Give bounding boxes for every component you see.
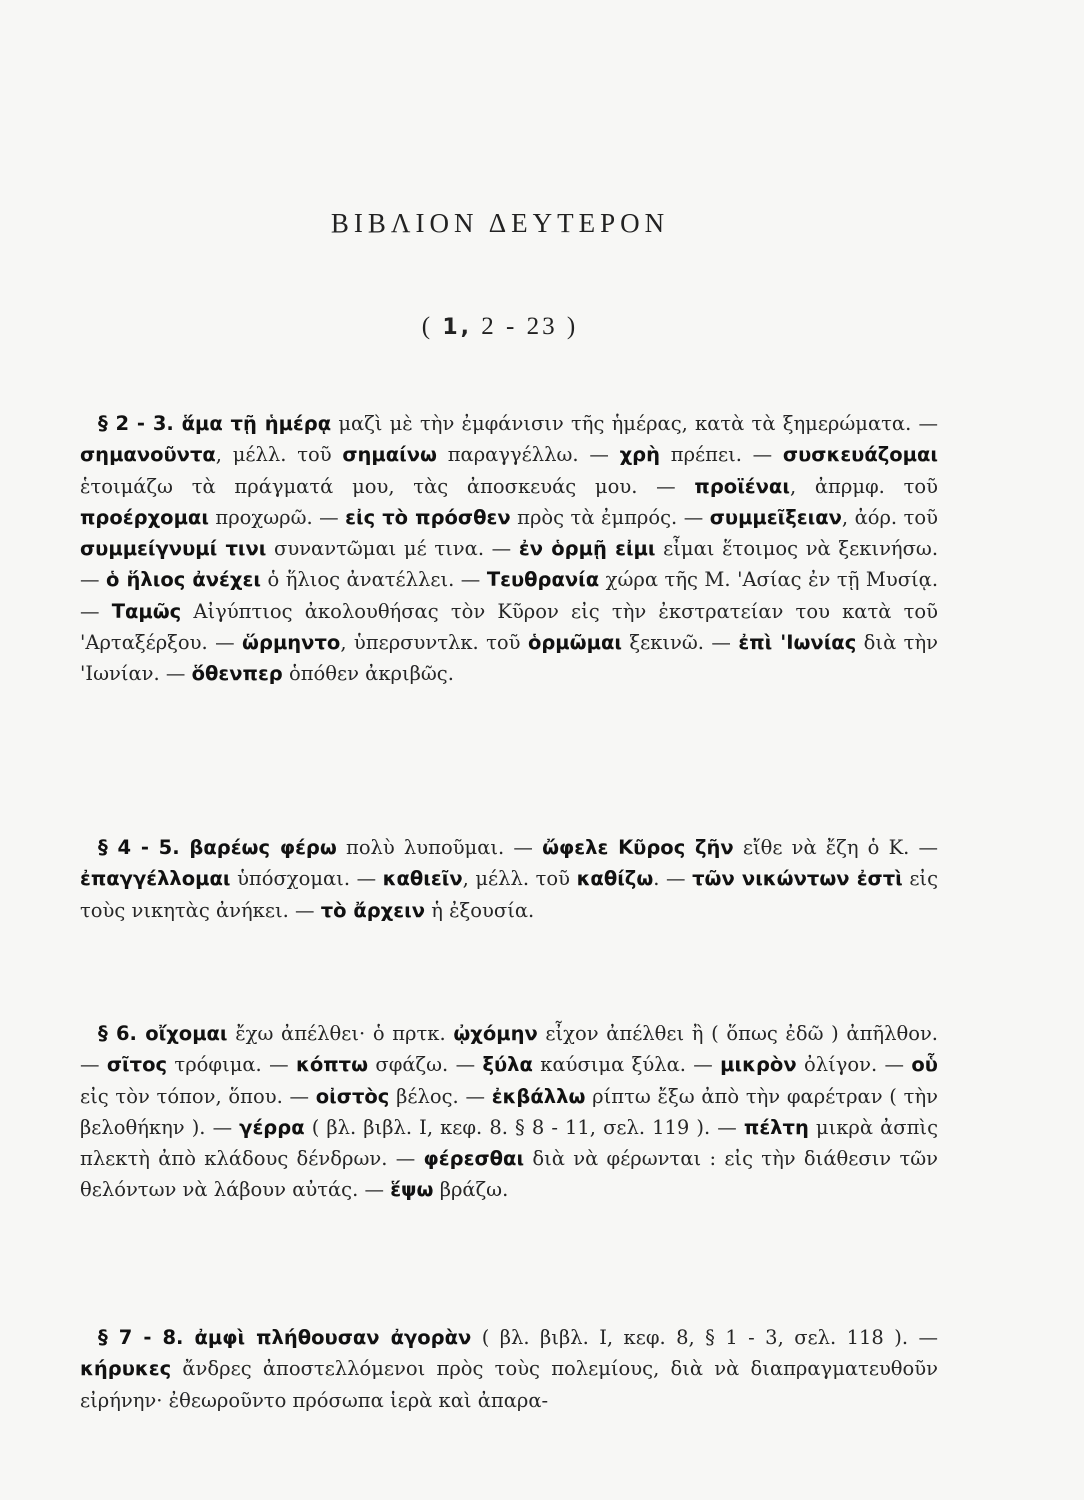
- headword: συμμείγνυμί τινι: [80, 537, 267, 561]
- gloss-text: ἄνδρες ἀποστελλόμενοι πρὸς τοὺς πολεμίους, διὰ νὰ διαπραγματευθοῦν εἰρήνην· ἐθεωροῦντο πρόσωπα ἱερὰ καὶ ἀπαρα-: [80, 1357, 938, 1412]
- headword: οἴχομαι: [145, 1022, 228, 1045]
- headword: τὸ ἄρχειν: [320, 898, 425, 922]
- headword: ἐν ὁρμῇ εἰμι: [518, 537, 656, 561]
- gloss-text: διὰ νὰ φέρωνται : εἰς τὴν διάθεσιν τῶν θελόντων νὰ λάβουν αὐτάς. —: [80, 1147, 938, 1202]
- headword: συσκευάζομαι: [782, 443, 938, 467]
- gloss-text: εἰς τοὺς νικητὰς ἀνήκει. —: [80, 867, 939, 922]
- headword: φέρεσθαι: [423, 1147, 525, 1171]
- gloss-text: σφάζω. —: [368, 1053, 483, 1077]
- gloss-text: ὁπόθεν ἀκριβῶς.: [282, 662, 454, 686]
- gloss-text: εἰς τὸν τόπον, ὅπου. —: [80, 1084, 316, 1108]
- gloss-text: εἶμαι ἕτοιμος νὰ ξεκινήσω. —: [80, 537, 939, 592]
- headword: ἅμα τῇ ἡμέρᾳ: [181, 412, 332, 435]
- chapter-ref-open: (: [421, 313, 443, 340]
- gloss-text: προχωρῶ. —: [208, 505, 346, 529]
- gloss-text: ρίπτω ἔξω ἀπὸ τὴν φαρέτραν ( τὴν βελοθήκην ). —: [80, 1084, 938, 1139]
- paragraph-section-2-3: [80, 408, 938, 690]
- chapter-ref-number: 1,: [442, 315, 473, 340]
- headword: καθιεῖν: [382, 867, 463, 891]
- headword: ἐκβάλλω: [491, 1084, 586, 1108]
- headword: ὤφελε Κῦρος ζῆν: [542, 836, 734, 859]
- paragraph-section-4-5: [80, 832, 938, 926]
- headword: προϊέναι: [694, 474, 790, 498]
- gloss-text: τρόφιμα. —: [167, 1053, 296, 1077]
- chapter-reference: [0, 313, 1000, 341]
- gloss-text: πρὸς τὰ ἐμπρός. —: [510, 505, 710, 529]
- paragraph-section-7-8: [80, 1322, 938, 1416]
- gloss-text: καύσιμα ξύλα. —: [532, 1053, 721, 1077]
- section-number: § 7 - 8.: [98, 1326, 195, 1349]
- gloss-text: , ὑπερσυντλκ. τοῦ: [340, 631, 528, 655]
- gloss-text: ( βλ. βιβλ. Ι, κεφ. 8, § 1 - 3, σελ. 118 ). —: [471, 1326, 938, 1349]
- gloss-text: εἶχον ἀπέλθει ἢ ( ὅπως ἐδῶ ) ἀπῆλθον. —: [80, 1022, 938, 1077]
- headword: σημανοῦντα: [80, 443, 216, 467]
- headword: ἐπὶ 'Ιωνίας: [738, 631, 857, 655]
- gloss-text: ὑπόσχομαι. —: [230, 867, 383, 891]
- gloss-text: ἡ ἐξουσία.: [425, 898, 535, 922]
- gloss-text: . —: [653, 867, 693, 891]
- gloss-text: ξεκινῶ. —: [621, 631, 739, 655]
- headword: κόπτω: [295, 1053, 369, 1077]
- headword: ὥρμηντο: [242, 631, 341, 655]
- headword: ὁρμῶμαι: [527, 631, 622, 655]
- headword: οἰστὸς: [315, 1084, 390, 1108]
- book-title: ΒΙΒΛΙΟΝ ΔΕΥΤΕΡΟΝ: [330, 208, 670, 238]
- gloss-text: βράζω.: [433, 1178, 509, 1202]
- headword: Ταμῶς: [111, 599, 182, 623]
- section-number: § 4 - 5.: [98, 836, 190, 859]
- headword: Τευθρανία: [486, 568, 600, 592]
- headword: ξύλα: [482, 1053, 533, 1077]
- headword: βαρέως φέρω: [189, 836, 337, 859]
- headword: πέλτη: [743, 1115, 809, 1139]
- headword: μικρὸν: [720, 1053, 797, 1077]
- gloss-text: ὀλίγον. —: [796, 1053, 912, 1077]
- gloss-text: πρέπει. —: [660, 443, 783, 467]
- headword: γέρρα: [239, 1115, 305, 1139]
- gloss-text: ( βλ. βιβλ. Ι, κεφ. 8. § 8 - 11, σελ. 119 ). —: [304, 1115, 744, 1139]
- gloss-text: μαζὶ μὲ τὴν ἐμφάνισιν τῆς ἡμέρας, κατὰ τὰ ξημερώματα. —: [331, 412, 938, 435]
- headword: ᾠχόμην: [453, 1022, 538, 1045]
- gloss-text: παραγγέλλω. —: [436, 443, 620, 467]
- headword: καθίζω: [576, 867, 654, 891]
- gloss-text: Αἰγύπτιος ἀκολουθήσας τὸν Κῦρον εἰς τὴν ἐκστρατείαν του κατὰ τοῦ 'Αρταξέρξου. —: [80, 599, 938, 655]
- paragraph-section-6: [80, 1018, 938, 1206]
- gloss-text: ἑτοιμάζω τὰ πράγματά μου, τὰς ἀποσκευάς μου. —: [80, 474, 695, 498]
- headword: ἕψω: [390, 1178, 434, 1202]
- headword: κήρυκες: [80, 1357, 172, 1381]
- headword: οὗ: [911, 1053, 938, 1077]
- chapter-ref-range: 2 - 23 ): [472, 313, 579, 340]
- headword: ὁ ἥλιος ἀνέχει: [106, 568, 261, 592]
- headword: προέρχομαι: [80, 505, 209, 529]
- gloss-text: ὁ ἥλιος ἀνατέλλει. —: [260, 568, 487, 592]
- headword: ὅθενπερ: [191, 662, 283, 686]
- gloss-text: χώρα τῆς Μ. 'Ασίας ἐν τῇ Μυσίᾳ. —: [80, 568, 939, 623]
- gloss-text: , ἀπρμφ. τοῦ: [789, 474, 938, 498]
- gloss-text: μικρὰ ἀσπὶς πλεκτὴ ἀπὸ κλάδους δένδρων. —: [80, 1115, 938, 1171]
- gloss-text: , ἀόρ. τοῦ: [841, 505, 938, 529]
- gloss-text: διὰ τὴν 'Ιωνίαν. —: [80, 631, 938, 686]
- gloss-text: , μέλλ. τοῦ: [462, 867, 577, 891]
- headword: συμμεῖξειαν: [709, 505, 842, 529]
- gloss-text: πολὺ λυποῦμαι. —: [336, 836, 543, 859]
- gloss-text: εἴθε νὰ ἔζη ὁ Κ. —: [733, 836, 938, 859]
- gloss-text: συναντῶμαι μέ τινα. —: [266, 537, 519, 561]
- section-number: § 2 - 3.: [98, 412, 182, 435]
- headword: ἐπαγγέλλομαι: [80, 867, 231, 891]
- gloss-text: ἔχω ἀπέλθει· ὁ πρτκ.: [227, 1022, 454, 1045]
- gloss-text: βέλος. —: [389, 1084, 492, 1108]
- headword: σῖτος: [106, 1053, 168, 1077]
- section-number: § 6.: [98, 1022, 146, 1045]
- gloss-text: , μέλλ. τοῦ: [215, 443, 343, 467]
- headword: χρὴ: [619, 443, 661, 467]
- headword: σημαίνω: [342, 443, 437, 467]
- headword: ἀμφὶ πλήθουσαν ἀγορὰν: [194, 1326, 472, 1349]
- headword: τῶν νικώντων ἐστὶ: [692, 867, 903, 891]
- headword: εἰς τὸ πρόσθεν: [345, 505, 511, 529]
